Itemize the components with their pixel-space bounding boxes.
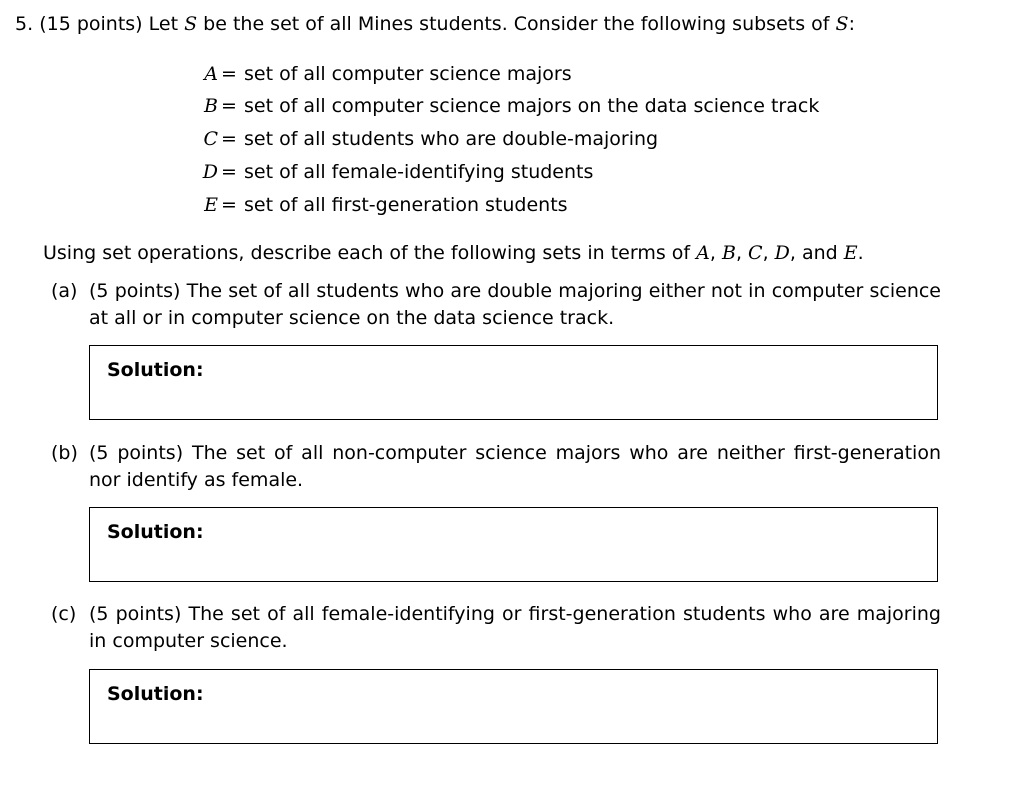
def-text-b: set of all computer science majors on the data science track xyxy=(244,95,820,117)
part-text-a xyxy=(89,278,941,332)
part-label-c: (c) xyxy=(51,603,77,625)
def-text-e: set of all first-generation students xyxy=(244,194,568,216)
def-text-c: set of all students who are double-majoring xyxy=(244,128,659,150)
solution-box-b[interactable] xyxy=(89,507,938,582)
part-text-c xyxy=(89,601,941,655)
def-equals: = xyxy=(221,95,237,117)
def-text-a: set of all computer science majors xyxy=(244,63,572,85)
instr-var-a: A xyxy=(696,242,710,264)
problem-number: 5. xyxy=(15,13,34,35)
instruction: Using set operations, describe each of the following sets in terms of A, B, C, D, and E. xyxy=(43,242,864,264)
part-c xyxy=(51,601,941,657)
def-var-e: E xyxy=(204,194,218,216)
instruction-prefix: Using set operations, describe each of the following sets in terms of xyxy=(43,242,691,264)
part-line2-c: computer science. xyxy=(112,630,288,652)
part-label-b: (b) xyxy=(51,442,78,464)
part-line2-a: all or in computer science on the data science track. xyxy=(114,307,615,329)
part-label-a: (a) xyxy=(51,280,78,302)
problem-intro-b: be the set of all Mines students. Consider the following subsets of xyxy=(203,13,830,35)
solution-label-c: Solution: xyxy=(107,683,204,705)
instr-var-e: E xyxy=(843,242,858,264)
def-equals: = xyxy=(221,161,237,183)
instr-var-c: C xyxy=(748,242,763,264)
def-var-a: A xyxy=(204,63,218,85)
definitions-block xyxy=(178,61,878,226)
def-var-b: B xyxy=(204,95,218,117)
def-equals: = xyxy=(221,128,237,150)
solution-label-a: Solution: xyxy=(107,359,204,381)
problem-points: (15 points) xyxy=(39,13,143,35)
part-points-c: (5 points) xyxy=(89,603,182,625)
def-equals: = xyxy=(221,63,237,85)
part-line1-b: The set of all non-computer science majors who are neither first-generation nor xyxy=(89,442,941,491)
solution-label-b: Solution: xyxy=(107,521,204,543)
problem-header xyxy=(15,12,855,36)
set-symbol-s-2: S xyxy=(835,13,849,35)
def-var-d: D xyxy=(202,161,218,183)
def-text-d: set of all female-identifying students xyxy=(244,161,594,183)
part-line1-c: The set of all female-identifying or first-generation students who are majoring in xyxy=(89,603,941,652)
problem-intro-a: Let xyxy=(148,13,179,35)
def-var-c: C xyxy=(203,128,218,150)
part-points-b: (5 points) xyxy=(89,442,184,464)
part-points-a: (5 points) xyxy=(89,280,181,302)
problem-intro-c: : xyxy=(848,13,855,35)
instr-var-b: B xyxy=(721,242,736,264)
part-b xyxy=(51,440,941,496)
part-line1-a: The set of all students who are double majoring either not in computer science at xyxy=(89,280,942,329)
part-line2-b: identify as female. xyxy=(126,469,304,491)
solution-box-a[interactable] xyxy=(89,345,938,420)
part-text-b xyxy=(89,440,941,494)
part-a xyxy=(51,278,941,334)
instr-var-d: D xyxy=(774,242,790,264)
instr-and: and xyxy=(802,242,838,264)
def-equals: = xyxy=(221,194,237,216)
solution-box-c[interactable] xyxy=(89,669,938,744)
set-symbol-s: S xyxy=(184,13,198,35)
